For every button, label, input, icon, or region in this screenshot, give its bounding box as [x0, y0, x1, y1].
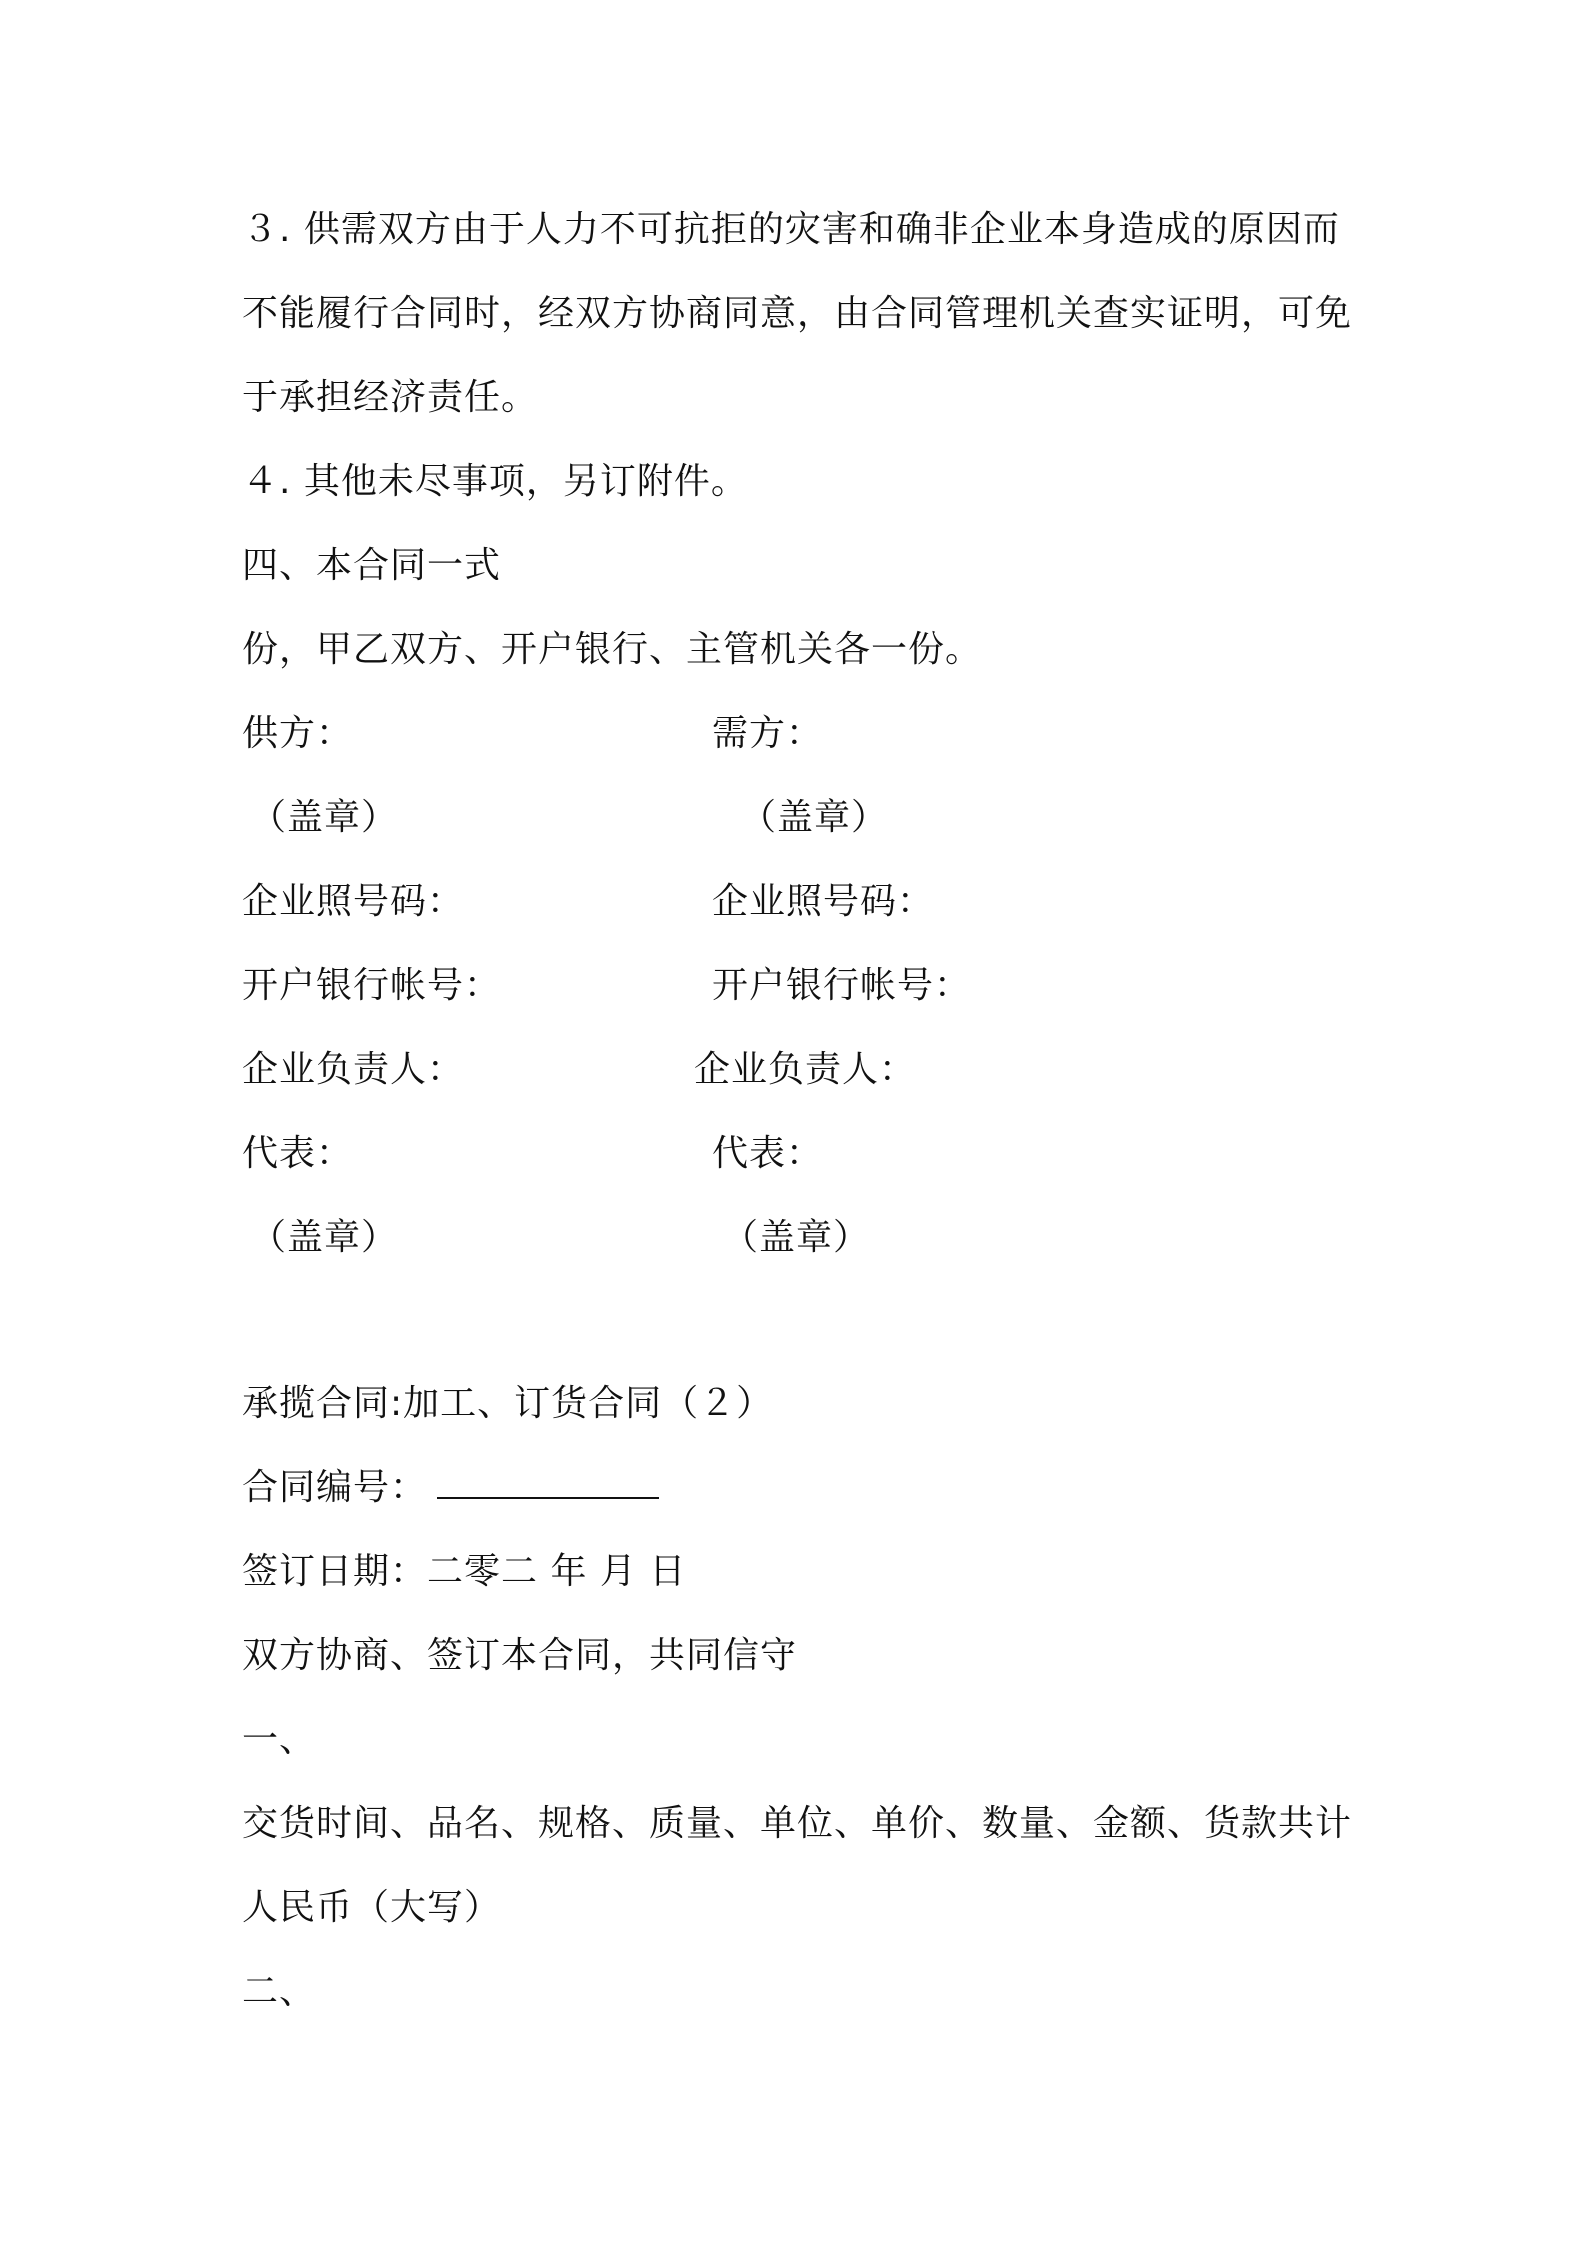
- item-1-heading: 一、: [242, 1719, 317, 1760]
- section-4-line-2: 份，甲乙双方、开户银行、主管机关各一份。: [242, 629, 983, 670]
- buyer-seal: （盖章）: [740, 797, 889, 838]
- clause-3-line-2: 不能履行合同时，经双方协商同意，由合同管理机关查实证明，可免: [242, 293, 1353, 334]
- supplier-representative: 代表：: [242, 1133, 354, 1174]
- contract-2-intro: 双方协商、签订本合同，共同信守: [242, 1635, 798, 1676]
- signing-date: 签订日期：二零二 年 月 日: [242, 1551, 687, 1592]
- clause-3-line-3: 于承担经济责任。: [242, 377, 539, 418]
- contract-number-blank: [437, 1467, 659, 1499]
- contract-number-row: [242, 1466, 659, 1510]
- supplier-seal-2: （盖章）: [250, 1217, 399, 1258]
- clause-4: ４. 其他未尽事项，另订附件。: [242, 461, 748, 502]
- contract-number-label: 合同编号：: [242, 1467, 428, 1508]
- clause-3-line-1: ３. 供需双方由于人力不可抗拒的灾害和确非企业本身造成的原因而: [242, 209, 1340, 250]
- buyer-license: 企业照号码：: [712, 881, 935, 922]
- contract-2-title: 承揽合同:加工、订货合同（２）: [242, 1383, 774, 1424]
- section-4-line-1: 四、本合同一式: [242, 545, 502, 586]
- buyer-seal-2: （盖章）: [722, 1217, 871, 1258]
- item-1-text-line-1: 交货时间、品名、规格、质量、单位、单价、数量、金额、货款共计: [242, 1803, 1353, 1844]
- supplier-head: 企业负责人：: [242, 1049, 465, 1090]
- buyer-representative: 代表：: [712, 1133, 824, 1174]
- supplier-bank-account: 开户银行帐号：: [242, 965, 502, 1006]
- item-1-text-line-2: 人民币（大写）: [242, 1887, 502, 1928]
- supplier-label: 供方：: [242, 713, 354, 754]
- buyer-label: 需方：: [712, 713, 824, 754]
- item-2-heading: 二、: [242, 1971, 317, 2012]
- buyer-head: 企业负责人：: [694, 1049, 917, 1090]
- buyer-bank-account: 开户银行帐号：: [712, 965, 972, 1006]
- supplier-license: 企业照号码：: [242, 881, 465, 922]
- supplier-seal: （盖章）: [250, 797, 399, 838]
